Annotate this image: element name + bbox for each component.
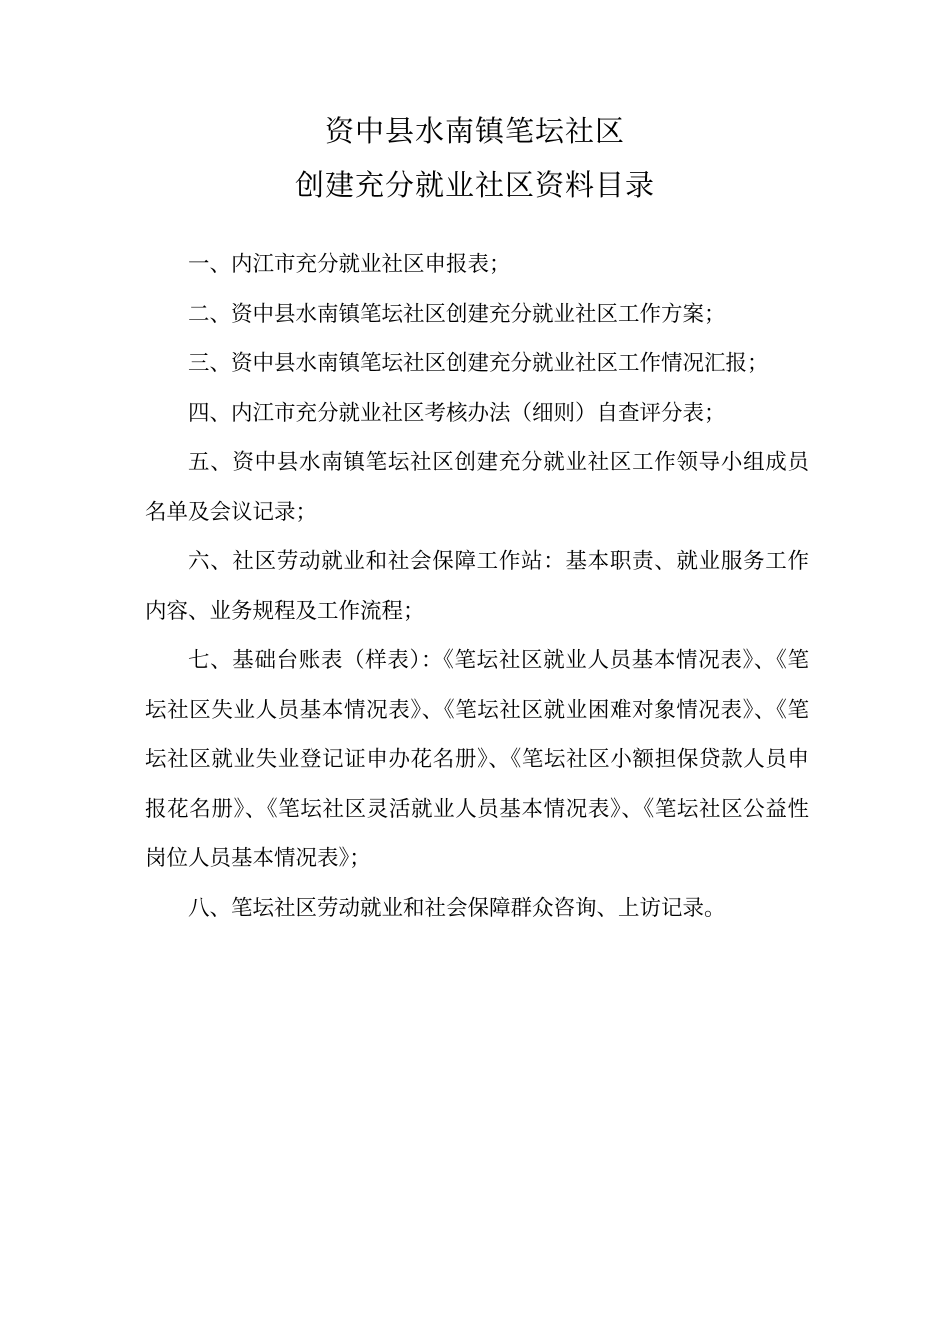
directory-item-8: 八、笔坛社区劳动就业和社会保障群众咨询、上访记录。: [188, 895, 726, 921]
title-line-2: 创建充分就业社区资料目录: [294, 168, 655, 202]
directory-item-4: 四、内江市充分就业社区考核办法（细则）自查评分表；: [188, 400, 726, 426]
directory-item-2: 二、资中县水南镇笔坛社区创建充分就业社区工作方案；: [188, 301, 726, 327]
directory-item-7: 七、基础台账表（样表）：《笔坛社区就业人员基本情况表》、《笔坛社区失业人员基本情况表》、《笔坛社区就业困难对象情况表》、《笔坛社区就业失业登记证申办花名册》、《笔坛社区小额担保贷款人员申报花名册》、《笔坛社区灵活就业人员基本情况表》、《笔坛社区公益性岗位人员基本情况表》；: [145, 648, 809, 871]
directory-item-1: 一、内江市充分就业社区申报表；: [188, 252, 511, 277]
title-line-1: 资中县水南镇笔坛社区: [324, 114, 625, 148]
directory-list: [145, 240, 809, 933]
directory-item-5: 五、资中县水南镇笔坛社区创建充分就业社区工作领导小组成员名单及会议记录；: [145, 450, 809, 525]
document-title: [0, 104, 950, 212]
directory-item-6: 六、社区劳动就业和社会保障工作站：基本职责、就业服务工作内容、业务规程及工作流程；: [145, 549, 809, 624]
directory-item-3: 三、资中县水南镇笔坛社区创建充分就业社区工作情况汇报；: [188, 351, 769, 376]
